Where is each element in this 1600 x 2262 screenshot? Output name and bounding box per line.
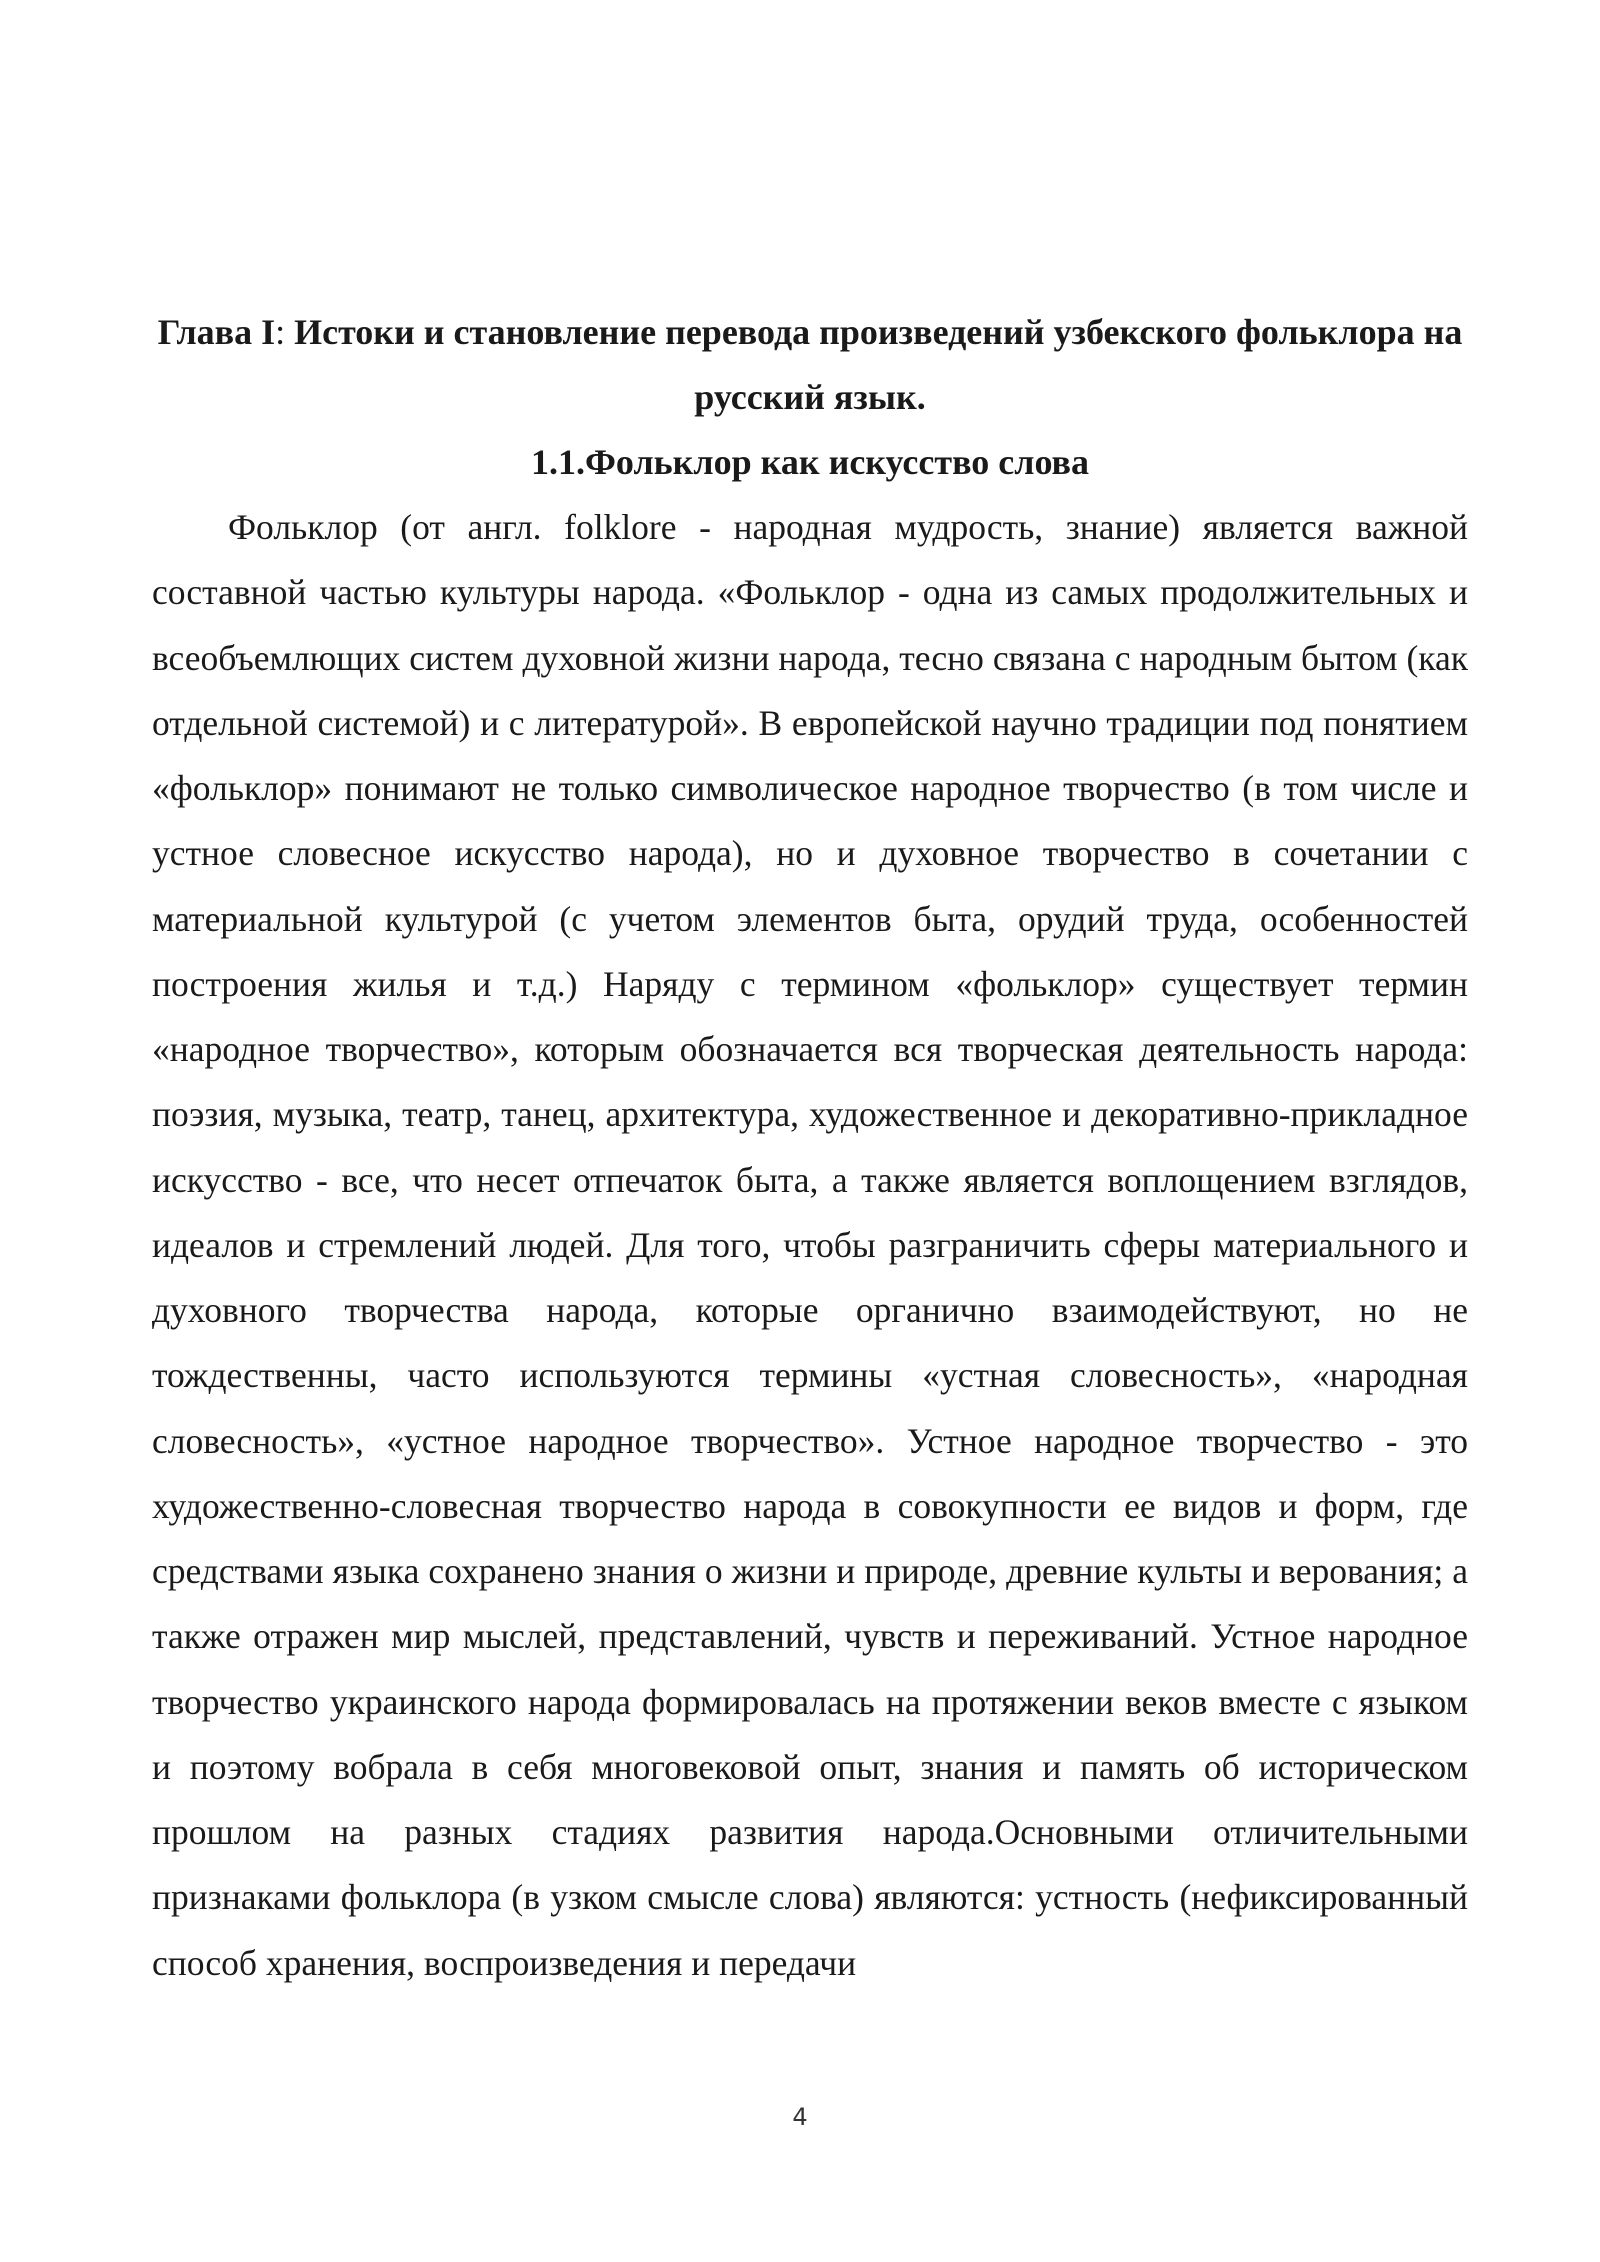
chapter-heading [152,300,1468,430]
body-paragraph: Фольклор (от англ. folklore - народная мудрость, знание) является важной составной частью культуры народа. «Фольклор - одна из самых продолжительных и всеобъемлющих систем духовной жизни народа, тесно связана с народным бытом (как отдельной системой) и с литературой». В европейской научно традиции под понятием «фольклор» понимают не только символическое народное творчество (в том числе и устное словесное искусство народа), но и духовное творчество в сочетании с материальной культурой (с учетом элементов быта, орудий труда, особенностей построения жилья и т.д.) Наряду с термином «фольклор» существует термин «народное творчество», которым обозначается вся творческая деятельность народа: поэзия, музыка, театр, танец, архитектура, художественное и декоративно-прикладное искусство - все, что несет отпечаток быта, а также является воплощением взглядов, идеалов и стремлений людей. Для того, чтобы разграничить сферы материального и духовного творчества народа, которые органично взаимодействуют, но не тождественны, часто используются термины «устная словесность», «народная словесность», «устное народное творчество». Устное народное творчество - это художественно-словесная творчество народа в совокупности ее видов и форм, где средствами языка сохранено знания о жизни и природе, древние культы и верования; а также отражен мир мыслей, представлений, чувств и переживаний. Устное народное творчество украинского народа формировалась на протяжении веков вместе с языком и поэтому вобрала в себя многовековой опыт, знания и память об историческом прошлом на разных стадиях развития народа.Основными отличительными признаками фольклора (в узком смысле слова) являются: устность (нефиксированный способ хранения, воспроизведения и передачи [152,507,1468,1983]
chapter-title: Истоки и становление перевода произведений узбекского фольклора на русский язык. [285,312,1463,417]
chapter-label: Глава I [157,312,276,352]
page-number: 4 [792,2103,808,2131]
chapter-separator: : [275,312,286,352]
section-heading: 1.1.Фольклор как искусство слова [531,442,1089,482]
